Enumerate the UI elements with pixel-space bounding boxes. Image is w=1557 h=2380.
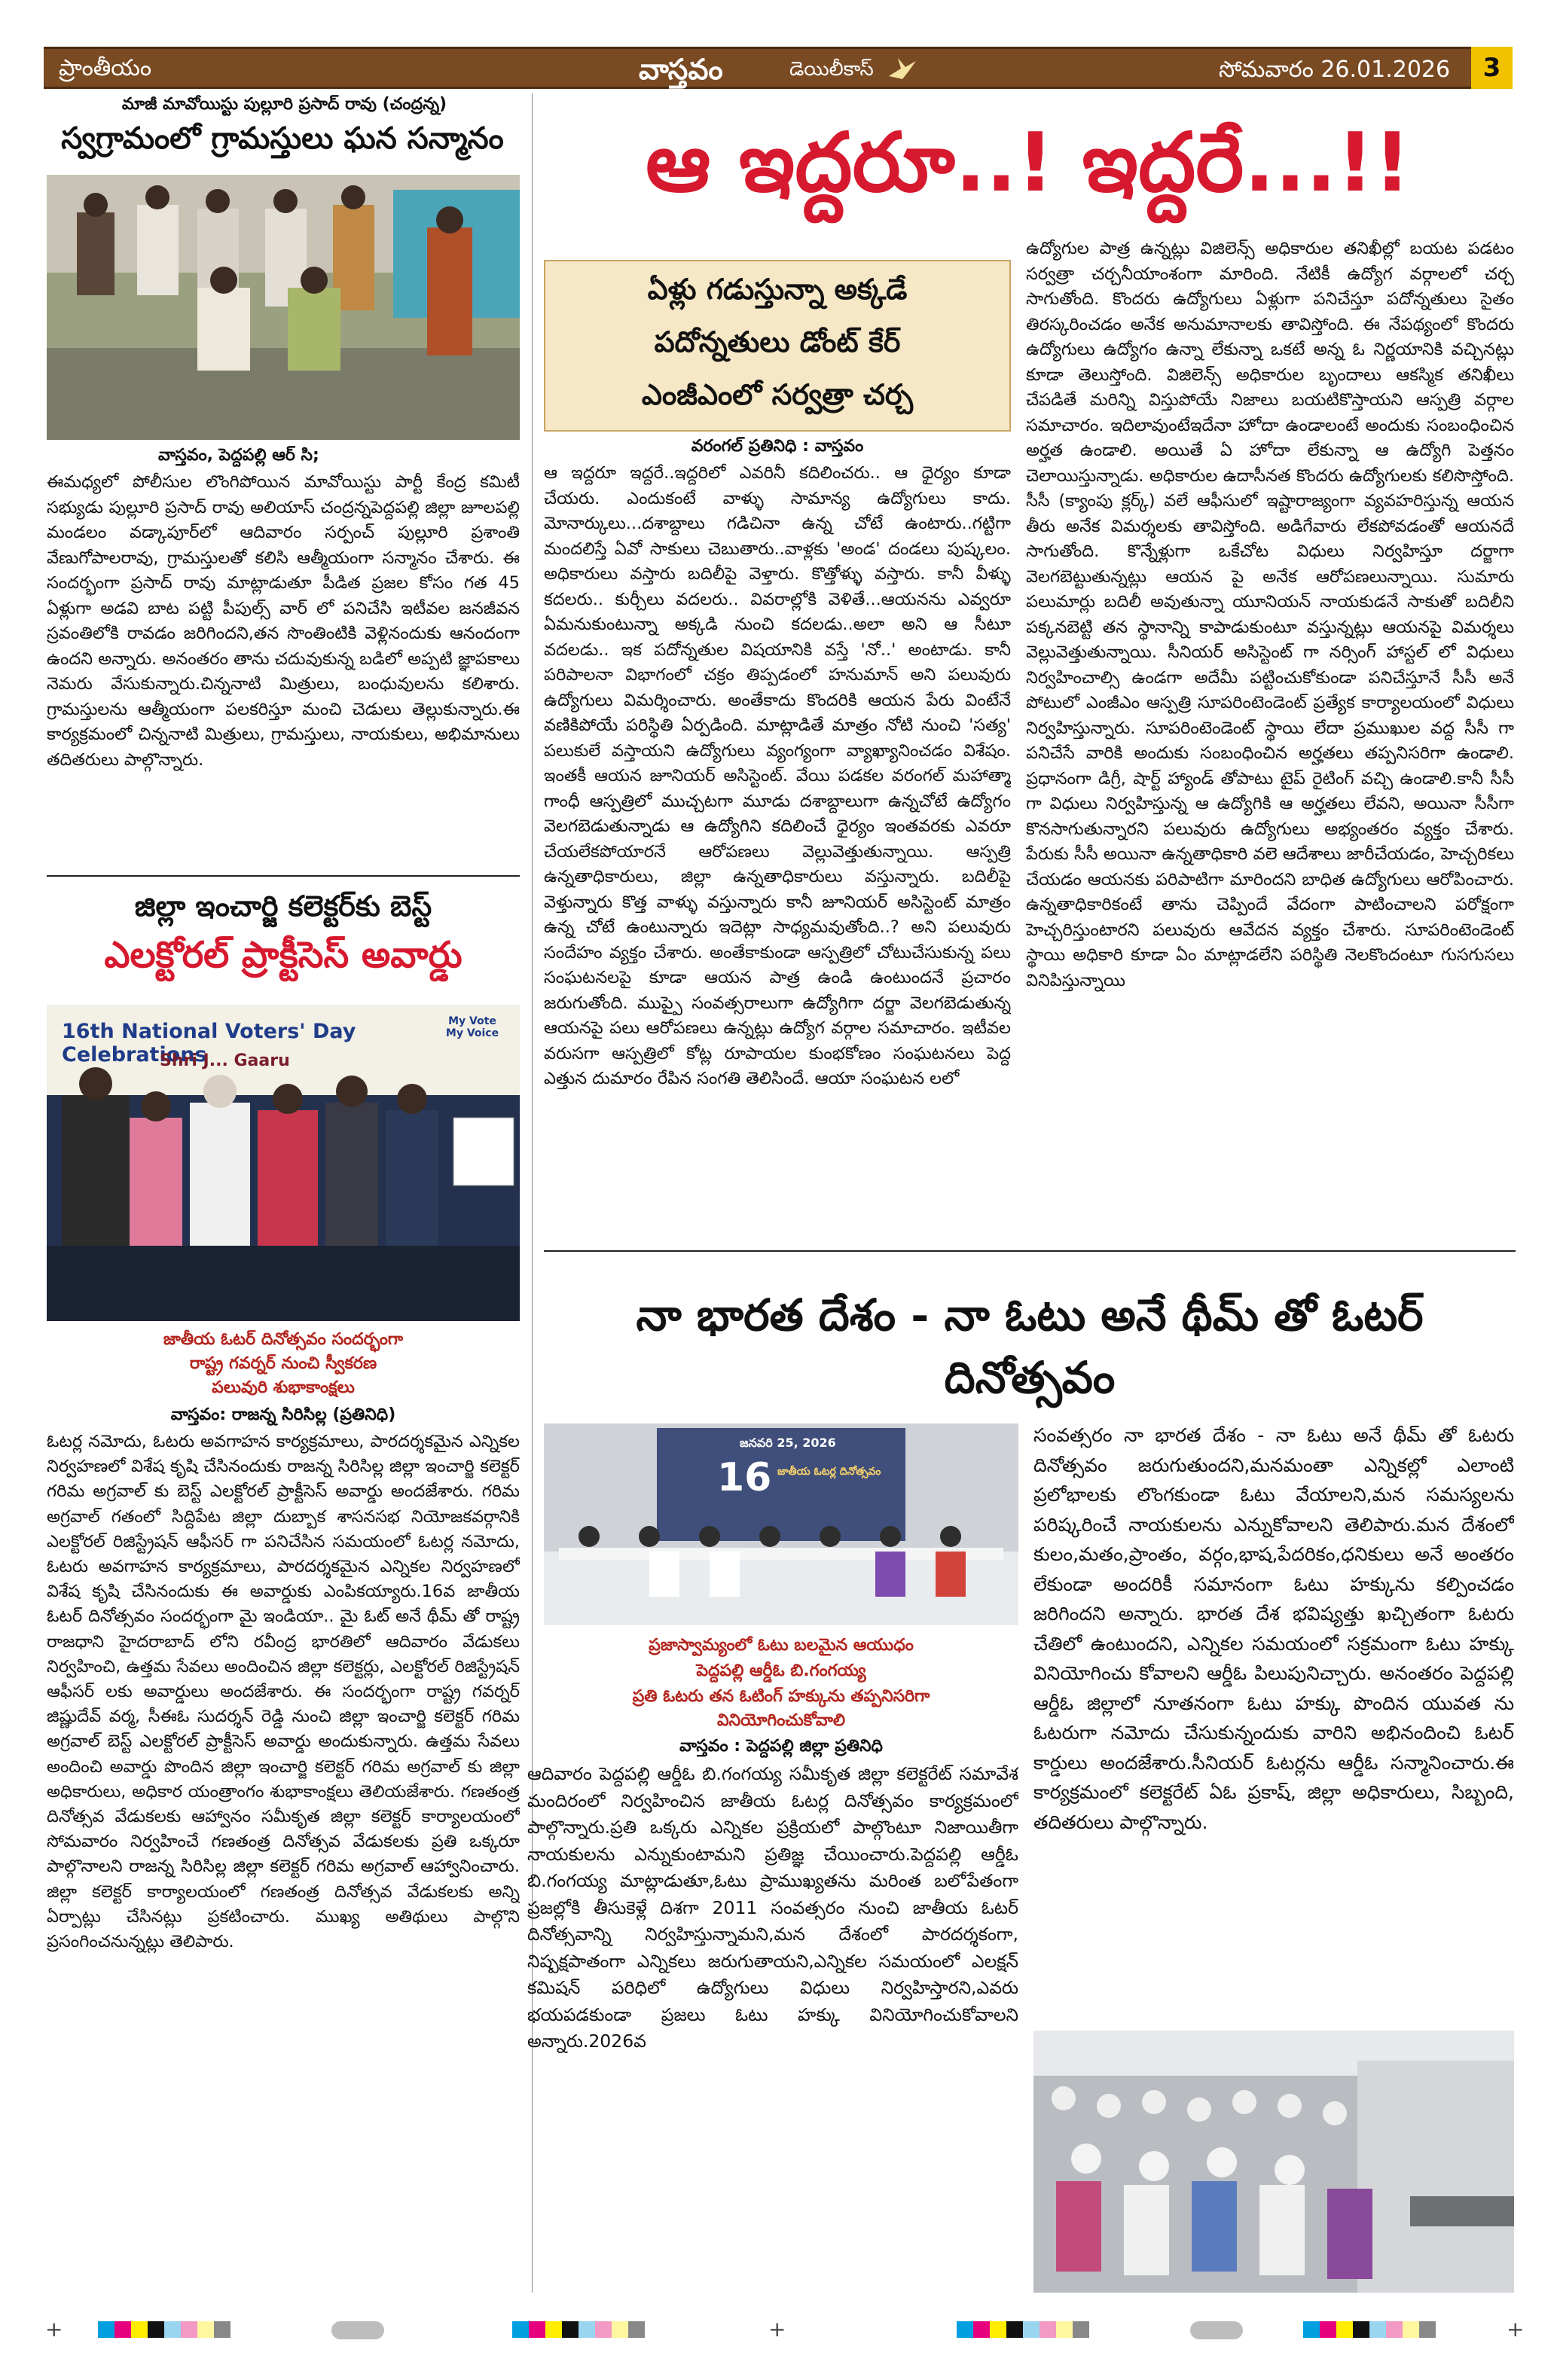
story4-caption-line3: ప్రతి ఓటరు తన ఓటింగ్ హక్కును తప్పనిసరిగా — [632, 1687, 930, 1706]
page-header — [44, 47, 1513, 89]
divider — [544, 1250, 1516, 1252]
photo-banner-text: 16th National Voters' Day Celebrations — [62, 1020, 356, 1066]
story3-deck-line3: ఎంజీఎంలో సర్వత్రా చర్చ — [641, 377, 914, 411]
story2-body: ఓటర్ల నమోదు, ఓటరు అవగాహన కార్యక్రమాలు, పారదర్శకమైన ఎన్నికల నిర్వహణలో విశేష కృషి చేసినందుకు రాజన్న సిరిసిల్ల జిల్లా ఇంచార్జి కలెక్టర్ గరిమ అగ్రవాల్ కు బెస్ట్ ఎలక్టోరల్ ప్రాక్టీసెస్ అవార్డు అందజేశారు. గరిమ అగ్రవాల్ గతంలో సిద్దిపేట జిల్లా దుబ్బాక శాసనసభ నియోజకవర్గానికి ఎలక్టోరల్ రిజిస్ట్రేషన్ ఆఫీసర్ గా పనిచేసిన సమయంలో ఓటర్ల నమోదు, ఓటరు అవగాహన కార్యక్రమాలు, పారదర్శకమైన ఎన్నికల నిర్వహణలో విశేష కృషి చేసినందుకు ఈ అవార్డుకు ఎంపికయ్యారు.16వ జాతీయ ఓటర్ దినోత్సవం సందర్భంగా మై ఇండియా.. మై ఓట్ అనే థీమ్ తో రాష్ట్ర రాజధాని హైదరాబాద్ లోని రవీంద్ర భారతిలో ఆదివారం వేడుకలు నిర్వహించి, ఉత్తమ సేవలు అందించిన జిల్లా కలెక్టర్లు, ఎలక్టోరల్ రిజిస్ట్రేషన్ ఆఫీసర్ లకు అవార్డులు అందజేశారు. ఈ సందర్భంగా రాష్ట్ర గవర్నర్ జిష్ణుదేవ్ వర్మ, సీఈఓ సుదర్శన్ రెడ్డి నుంచి జిల్లా ఇంచార్జి కలెక్టర్ గరిమ అగ్రవాల్ బెస్ట్ ఎలక్టోరల్ ప్రాక్టీసెస్ అవార్డు అందుకున్నారు. ఉత్తమ సేవలు అందించి అవార్డు పొందిన జిల్లా ఇంచార్జి కలెక్టర్ గరిమ అగ్రవాల్ కు జిల్లా అధికారులు, అధికార యంత్రాంగం శుభాకాంక్షలు తెలియజేశారు. గణతంత్ర దినోత్సవ వేడుకలకు ఆహ్వానం సమీకృత జిల్లా కలెక్టర్ కార్యాలయంలో సోమవారం నిర్వహించే గణతంత్ర దినోత్సవ వేడుకలకు ప్రతి ఒక్కరూ పాల్గొనాలని రాజన్న సిరిసిల్ల జిల్లా కలెక్టర్ గరిమ అగ్రవాల్ ఆహ్వానించారు. జిల్లా కలెక్టర్ కార్యాలయంలో గణతంత్ర దినోత్సవ వేడుకలకు అన్ని ఏర్పాట్లు చేసినట్లు ప్రకటించారు. ముఖ్య అతిథులు పాల్గొని ప్రసంగించనున్నట్లు తెలిపారు. — [47, 1432, 520, 1952]
section-name: ప్రాంతీయం — [59, 55, 152, 81]
story3-body-col2: ఉద్యోగుల పాత్ర ఉన్నట్లు విజిలెన్స్ అధికారుల తనిఖీల్లో బయట పడటం సర్వత్రా చర్చనీయాంశంగా మారింది. నేటికీ ఉద్యోగ వర్గాలలో చర్చ సాగుతోంది. కొందరు ఉద్యోగులు ఏళ్లుగా పనిచేస్తూ పదోన్నతులు సైతం తిరస్కరించడం అనేక అనుమానాలకు తావిస్తోంది. ఈ నేపథ్యంలో కొందరు ఉద్యోగులు ఉద్యోగం ఉన్నా లేకున్నా ఒకటే అన్న ఓ నిర్ణయానికి వచ్చినట్లు కూడా తెలుస్తోంది. విజిలెన్స్ అధికారుల బృందాలు ఆకస్మిక తనిఖీలు చేపడితే మరిన్ని విస్తుపోయే నిజాలు బయటికొస్తాయని ఆస్పత్రి వర్గాల సమాచారం. ఇదిలావుంటేఇదేనా హోదా ఉండాలంటే అందుకు సంబంధించిన అర్హత ఉండాలి. అయితే ఏ హోదా లేకున్నా ఆ ఉద్యోగి పెత్తనం చెలాయిస్తున్నాడు. అధికారుల ఉదాసీనత కొందరు ఉద్యోగులకు కలిసొస్తోంది. సీసీ (క్యాంపు క్లర్క్) వలే ఆఫీసులో ఇష్టారాజ్యంగా వ్యవహరిస్తున్న ఆయన తీరు అనేక విమర్శలకు తావిస్తోంది. అడిగేవారు లేకపోవడంతో ఆయనదే సాగుతోంది. కొన్నేళ్లుగా ఒకేచోట విధులు నిర్వహిస్తూ దర్జాగా వెలగబెట్టుతున్నట్లు ఆయన పై అనేక ఆరోపణలున్నాయి. సుమారు పలుమార్లు బదిలీ అవుతున్నా యూనియన్ నాయకుడనే సాకుతో బదిలీని పక్కనబెట్టి తన స్థానాన్ని కాపాడుకుంటూ వస్తున్నట్లు ఆయనపై విమర్శలు వెల్లువెత్తుతున్నాయి. సీనియర్ అసిస్టెంట్ గా నర్సింగ్ హాస్టల్ లో విధులు నిర్వహించాల్సి ఉండగా అదేమీ పట్టించుకోకుండా పనిచేస్తూనే సీసీ అనే పోటులో ఎంజీఎం ఆస్పత్రి సూపరింటెండెంట్ ప్రత్యేక కార్యాలయంలో విధులు నిర్వహిస్తున్నారు. సూపరింటెండెంట్ స్థాయి లేదా ప్రముఖుల వద్ద సీసీ గా పనిచేసే వారికి అందుకు సంబంధించిన అర్హతలు తప్పనిసరిగా ఉండాలి. ప్రధానంగా డిగ్రీ, షార్ట్ హ్యాండ్ తోపాటు టైప్ రైటింగ్ వచ్చి ఉండాలి.కానీ సీసీ గా విధులు నిర్వహిస్తున్న ఆ ఉద్యోగికి ఆ అర్హతలు లేవని, అయినా సీసీగా కొనసాగుతున్నారని పలువురు ఉద్యోగులు అభ్యంతరం వ్యక్తం చేశారు. పేరుకు సీసీ అయినా ఉన్నతాధికారి వలె ఆదేశాలు జారీచేయడం, హెచ్చరికలు చేయడం ఆయనకు పరిపాటిగా మారిందని బాధిత ఉద్యోగులు ఆరోపించారు. ఉన్నతాధికారికంటే తాను చెప్పిందే వేదంగా పాటించాలని పరోక్షంగా హెచ్చరిస్తుంటారని పలువురు ఆవేదన వ్యక్తం చేశారు. సూపరింటెండెంట్ స్థాయి అధికారి కూడా ఏం మాట్లాడలేని పరిస్థితి నెలకొందంటూ గుసగుసలు వినిపిస్తున్నాయి — [1026, 239, 1514, 990]
registration-oval — [1190, 2321, 1243, 2339]
crosshair-mark-icon: + — [1507, 2317, 1525, 2342]
story2-caption-line2: రాష్ట్ర గవర్నర్ నుంచి స్వీకరణ — [189, 1354, 377, 1373]
masthead-title: వాస్తవం — [639, 52, 723, 86]
story4-photo — [544, 1423, 1018, 1625]
story2-photo — [47, 1005, 520, 1321]
story3-headline: ఆ ఇద్దరూ..! ఇద్దరే...!! — [646, 116, 1411, 210]
story4-photo2 — [1033, 2031, 1514, 2293]
divider — [47, 875, 520, 877]
story4-caption-line2: పెద్దపల్లి ఆర్డీఓ బి.గంగయ్య — [696, 1661, 866, 1680]
color-bar — [512, 2321, 645, 2338]
issue-date: సోమవారం 26.01.2026 — [1219, 56, 1451, 83]
color-bar — [98, 2321, 230, 2338]
story1-headline: స్వగ్రామంలో గ్రామస్తులు ఘన సన్మానం — [61, 121, 504, 156]
story3-deck-box — [544, 260, 1011, 432]
photo-screen-label: జాతీయ ఓటర్ల దినోత్సవం — [777, 1466, 881, 1478]
story2-caption-line3: పలువురి శుభాకాంక్షలు — [212, 1378, 355, 1397]
story3-body-col1: ఆ ఇద్దరూ ఇద్దరే..ఇద్దరిలో ఎవరినీ కదిలించరు.. ఆ ధైర్యం కూడా చేయరు. ఎందుకంటే వాళ్ళు సామాన్య ఉద్యోగులు కాదు. మోనార్కులు...దశాబ్దాలు గడిచినా ఉన్న చోటే ఉంటారు..గట్టిగా మందలిస్తే ఏవో సాకులు చెబుతారు..వాళ్లకు 'అండ' దండలు పుష్కలం. అధికారులు వస్తారు బదిలీపై వెళ్తారు. కొత్తోళ్ళు వస్తారు. కానీ వీళ్ళు కదలరు.. కుర్చీలు వదలరు.. వివరాల్లోకి వెళితే...ఆయనను ఎవ్వరూ ఏమనుకుంటున్నా అక్కడి నుంచి కదలడు..అలా అని ఆ సీటూ వదలడు.. ఇక పదోన్నతుల విషయానికి వస్తే 'నో..' అంటాడు. కానీ పరిపాలనా విభాగంలో చక్రం తిప్పడంలో హనుమాన్ అని పలువురు ఉద్యోగులు విమర్శించారు. అంతేకాదు కొందరికి ఆయన పేరు వింటేనే వణికిపోయే పరిస్థితి ఏర్పడింది. మాట్లాడితే మాత్రం నోటి నుంచి 'సత్య' పలుకులే వస్తాయని ఉద్యోగులు వ్యంగ్యంగా వ్యాఖ్యానించడం విశేషం. ఇంతకీ ఆయన జూనియర్ అసిస్టెంట్. వేయి పడకల వరంగల్ మహాత్మా గాంధీ ఆస్పత్రిలో ముచ్చటగా మూడు దశాబ్దాలుగా ఉన్నచోటే ఉద్యోగం వెలగబెడుతున్నాడు ఆ ఉద్యోగిని కదిలించే ధైర్యం ఇంతవరకు ఎవరూ చేయలేకపోయారనే ఆరోపణలు వెల్లువెత్తుతున్నాయి. ఆస్పత్రి ఉన్నతాధికారులు, జిల్లా ఉన్నతాధికారులు వస్తున్నారు. బదిలీపై వెళ్తున్నారు కొత్త వాళ్ళు వస్తున్నారు కానీ జూనియర్ అసిస్టెంట్ మాత్రం ఉన్న చోటే ఉంటున్నారు ఇదెట్లా సాధ్యమవుతోంది..? అని పలువురు సందేహం వ్యక్తం చేశారు. అంతేకాకుండా ఆస్పత్రిలో చోటుచేసుకున్న పలు సంఘటనలపై కూడా ఆయన పాత్ర ఉండి ఉంటుందనే ప్రచారం జరుగుతోంది. ముప్పై సంవత్సరాలుగా ఉద్యోగిగా దర్జా వెలగబెడుతున్న ఆయనపై పలు ఆరోపణలు ఉన్నట్లు ఉద్యోగ వర్గాల సమాచారం. ఇటీవల వరుసగా ఆస్పత్రిలో కోట్ల రూపాయల కుంభకోణం సంఘటనలు పెద్ద ఎత్తున దుమారం రేపిన సంగతి తెలిసిందే. ఆయా సంఘటన లలో — [544, 463, 1011, 1088]
story2-caption-line1: జాతీయ ఓటర్ దినోత్సవం సందర్భంగా — [163, 1330, 404, 1349]
story1-photo — [47, 175, 520, 440]
story1-dateline: వాస్తవం, పెద్దపల్లి ఆర్ సి; — [158, 446, 319, 465]
photo-screen-number: 16 — [717, 1455, 772, 1500]
story3-dateline: వరంగల్ ప్రతినిధి : వాస్తవం — [691, 437, 864, 456]
photo-guest-text: Shri J... Gaaru — [160, 1051, 290, 1070]
registration-oval — [331, 2321, 384, 2339]
bird-logo-icon — [887, 55, 917, 82]
photo-logo-text: My Vote My Voice — [445, 1015, 499, 1039]
story2-headline: ఎలక్టోరల్ ప్రాక్టీసెస్ అవార్డు — [104, 934, 463, 976]
story2-dateline: వాస్తవం: రాజన్న సిరిసిల్ల (ప్రతినిధి) — [170, 1405, 396, 1424]
story4-caption-line1: ప్రజాస్వామ్యంలో ఓటు బలమైన ఆయుధం — [649, 1636, 914, 1655]
story3-deck-line2: పదోన్నతులు డోంట్ కేర్ — [654, 325, 901, 359]
story4-dateline: వాస్తవం : పెద్దపల్లి జిల్లా ప్రతినిధి — [679, 1737, 883, 1756]
story4-body-col1: ఆదివారం పెద్దపల్లి ఆర్డీఓ బి.గంగయ్య సమీకృత జిల్లా కలెక్టరేట్ సమావేశ మందిరంలో నిర్వహించిన జాతీయ ఓటర్ల దినోత్సవం కార్యక్రమంలో పాల్గొన్నారు.ప్రతి ఒక్కరు ఎన్నికల ప్రక్రియలో పాల్గొంటూ నిజాయితీగా నాయకులను ఎన్నుకుంటామని ప్రతిజ్ఞ చేయించారు.పెద్దపల్లి ఆర్డీఓ బి.గంగయ్య మాట్లాడుతూ,ఓటు ప్రాముఖ్యతను మరింత బలోపేతంగా ప్రజల్లోకి తీసుకెళ్లే దిశగా 2011 సంవత్సరం నుంచి జాతీయ ఓటర్ దినోత్సవాన్ని నిర్వహిస్తున్నామని,మన దేశంలో పారదర్శకంగా, నిష్పక్షపాతంగా ఎన్నికలు జరుగుతాయని,ఎన్నికల సమయంలో ఎలక్షన్ కమిషన్ పరిధిలో ఉద్యోగులు విధులు నిర్వహిస్తారని,ఎవరు భయపడకుండా ప్రజలు ఓటు హక్కు వినియోగించుకోవాలని అన్నారు.2026వ — [527, 1763, 1018, 2052]
masthead-edition: డెయిలీకాస్ — [789, 58, 874, 81]
color-bar — [1303, 2321, 1436, 2338]
story3-deck-line1: ఏళ్లు గడుస్తున్నా అక్కడే — [647, 272, 908, 306]
story4-body-col2: సంవత్సరం నా భారత దేశం - నా ఓటు అనే థీమ్ తో ఓటరు దినోత్సవం జరుగుతుందని,మనమంతా ఎన్నికల్లో ఎలాంటి ప్రలోభాలకు లొంగకుండా ఓటు వేయాలని,మన సమస్యలను పరిష్కరించే నాయకులను ఎన్నుకోవాలని తెలిపారు.మన దేశంలో కులం,మతం,ప్రాంతం, వర్గం,భాష,పేదరికం,ధనికులు అనే అంతరం లేకుండా అందరికీ సమానంగా ఓటు హక్కును కల్పించడం జరిగిందని అన్నారు. భారత దేశ భవిష్యత్తు ఖచ్చితంగా ఓటరు చేతిలో ఉంటుందని, ఎన్నికల సమయంలో సక్రమంగా ఓటు హక్కు వినియోగించు కోవాలని ఆర్డీఓ పిలుపునిచ్చారు. అనంతరం పెద్దపల్లి ఆర్డీఓ జిల్లాలో నూతనంగా ఓటు హక్కు పొందిన యువత ను ఓటరుగా నమోదు చేసుకున్నందుకు వారిని అభినందించి ఓటర్ కార్డులు అందజేశారు.సీనియర్ ఓటర్లను ఆర్డీఓ సన్మానించారు.ఈ కార్యక్రమంలో కలెక్టరేట్ ఏఓ ప్రకాష్, జిల్లా అధికారులు, సిబ్బంది, తదితరులు పాల్గొన్నారు. — [1033, 1424, 1514, 1833]
story2-kicker: జిల్లా ఇంచార్జి కలెక్టర్‌కు బెస్ట్ — [134, 889, 432, 923]
story4-headline: నా భారత దేశం - నా ఓటు అనే థీమ్ తో ఓటర్ దినోత్సవం — [636, 1289, 1424, 1403]
color-bar — [957, 2321, 1089, 2338]
crosshair-mark-icon: + — [45, 2317, 63, 2342]
page-number: 3 — [1471, 47, 1513, 89]
photo-screen-date: జనవరి 25, 2026 — [740, 1436, 836, 1450]
story4-caption-line4: వినియోగించుకోవాలి — [716, 1711, 846, 1730]
story1-body: ఈమధ్యలో పోలీసుల లొంగిపోయిన మావోయిస్టు పార్టీ కేంద్ర కమిటీ సభ్యుడు పుల్లూరి ప్రసాద్ రావు అలియాస్ చంద్రన్నపెద్దపల్లి జిల్లా జూలపల్లి మండలం వడ్కాపూర్‌లో ఆదివారం సర్పంచ్ పుల్లూరి ప్రశాంతి వేణుగోపాలరావు, గ్రామస్తులతో కలిసి ఆత్మీయంగా సన్మానం చేశారు. ఈ సందర్భంగా ప్రసాద్ రావు మాట్లాడుతూ పీడిత ప్రజల కోసం గత 45 ఏళ్లుగా అడవి బాట పట్టి పీపుల్స్ వార్ లో పనిచేసి ఇటీవల జనజీవన స్రవంతిలోకి రావడం జరిగిందని,తన సొంతింటికి వెళ్లినందుకు ఆనందంగా ఉందని అన్నారు. అనంతరం తాను చదువుకున్న బడిలో అప్పటి జ్ఞాపకాలు నెమరు వేసుకున్నారు.చిన్ననాటి మిత్రులు, బంధువులను కలిశారు. గ్రామస్తులను ఆత్మీయంగా పలకరిస్తూ మంచి చెడులు తెల్లుకున్నారు.ఈ కార్యక్రమంలో చిన్ననాటి మిత్రులు, గ్రామస్తులు, నాయకులు, అభిమానులు తదితరులు పాల్గొన్నారు. — [47, 472, 520, 770]
story1-kicker: మాజీ మావోయిస్టు పుల్లూరి ప్రసాద్ రావు (చంద్రన్న) — [121, 95, 447, 114]
crosshair-mark-icon: + — [768, 2317, 786, 2342]
